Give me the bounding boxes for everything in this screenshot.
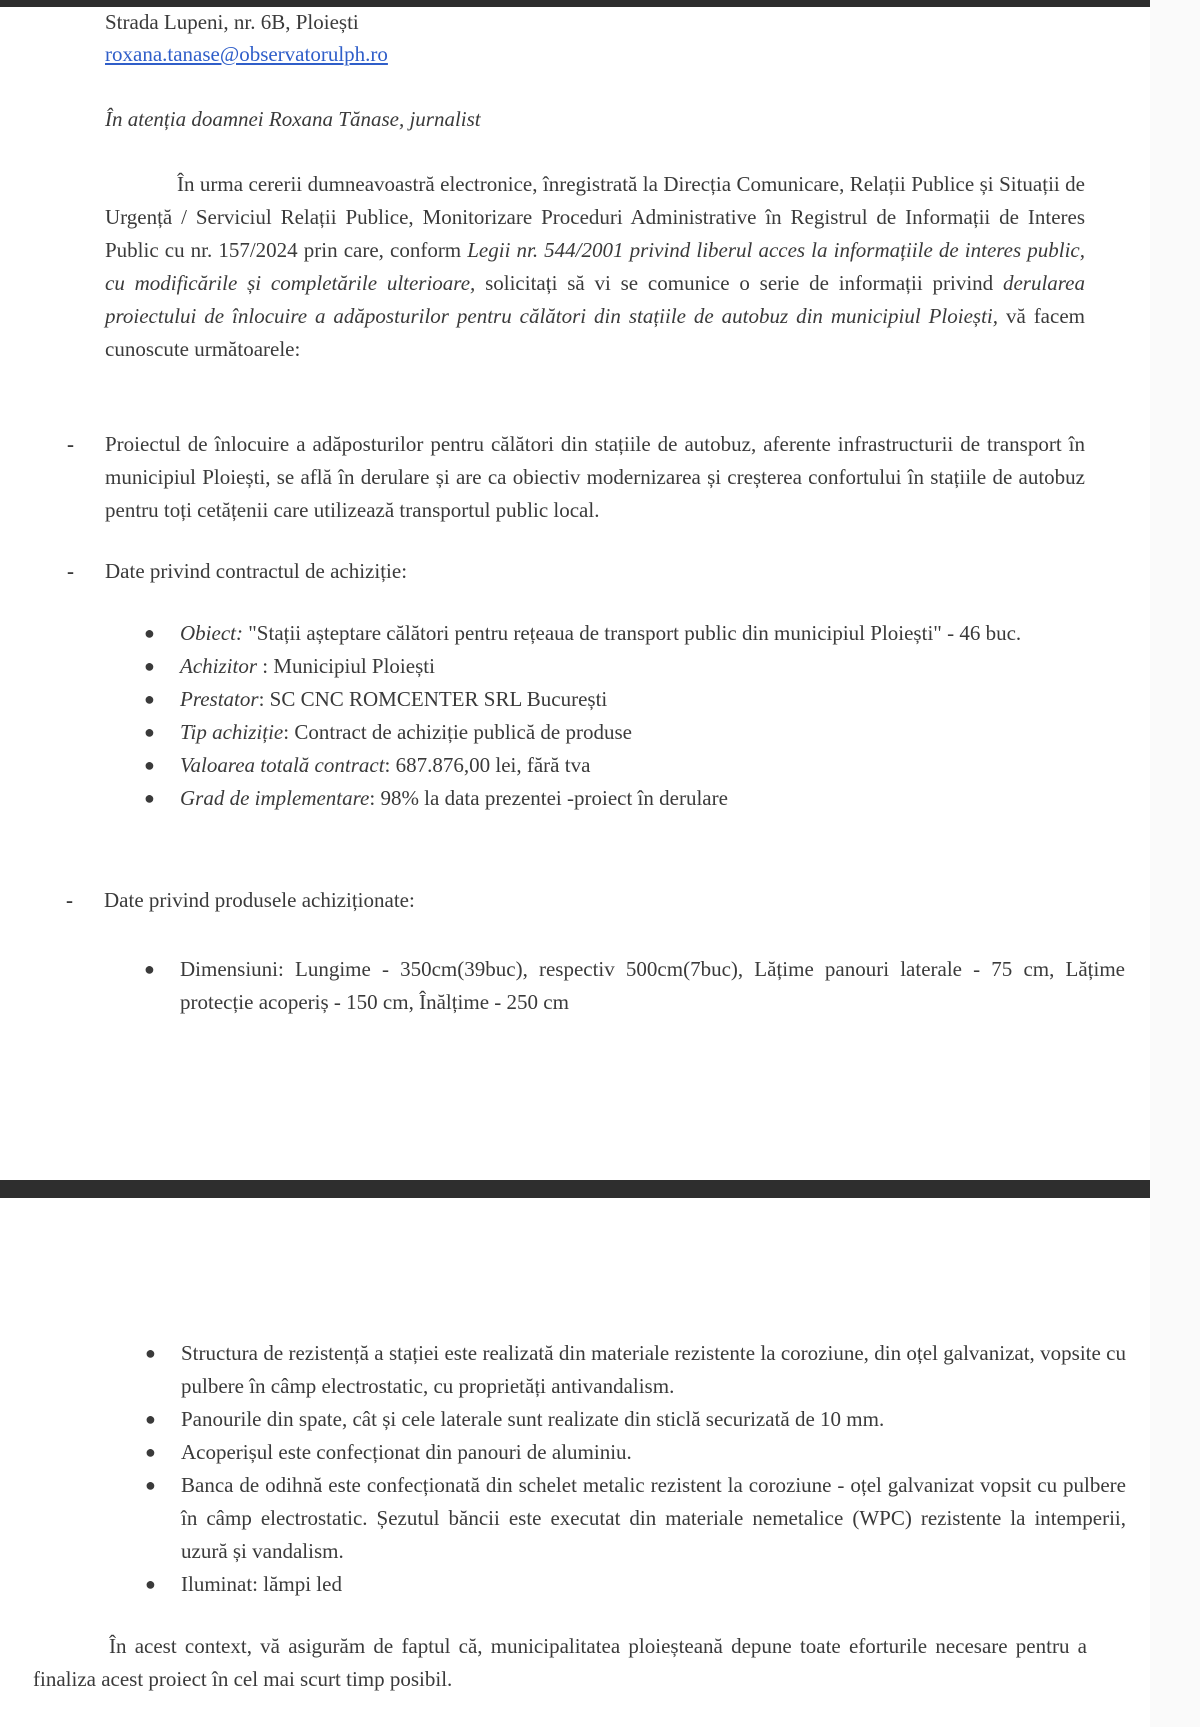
bullet-icon: ●	[145, 1475, 156, 1495]
spec-item	[145, 1568, 1126, 1601]
bullet-icon: ●	[144, 755, 155, 775]
recipient-email-link[interactable]: roxana.tanase@observatorulph.ro	[105, 42, 388, 66]
products-heading-item	[66, 884, 1084, 917]
contract-item-type	[144, 716, 1125, 749]
intro-paragraph	[105, 168, 1085, 366]
bullet-icon: ●	[145, 1442, 156, 1462]
spec-item	[145, 1436, 1126, 1469]
intro-text-1: În urma cererii dumneavoastră electronice, înregistrată la Direcția Comunicare, Relații Publice și Situații de Urgență / Serviciul Relații Publice, Monitorizare Proceduri Administrative în Registrul de Informații de Interes Public cu nr. 157/2024 prin care, conform	[105, 172, 1085, 262]
sender-address: Strada Lupeni, nr. 6B, Ploiești	[105, 10, 359, 34]
bullet-icon: ●	[145, 1343, 156, 1363]
spec-text: Acoperișul este confecționat din panouri de aluminiu.	[181, 1440, 632, 1464]
closing-paragraph: În acest context, vă asigurăm de faptul că, municipalitatea ploieșteană depune toate eforturile necesare pentru a finaliza acest proiect în cel mai scurt timp posibil.	[33, 1634, 1087, 1691]
bullet-icon: ●	[144, 788, 155, 808]
dash-marker: -	[67, 559, 74, 583]
project-status-item	[67, 428, 1085, 527]
bullet-icon: ●	[144, 656, 155, 676]
spec-text: Banca de odihnă este confecționată din schelet metalic rezistent la coroziune - oțel galvanizat vopsit cu pulbere în câmp electrostatic. Șezutul băncii este executat din materiale nemetalice (WPC) rezistente la intemperii, uzură și vandalism.	[181, 1473, 1126, 1563]
dash-marker: -	[66, 888, 73, 912]
dimensions-list	[142, 953, 1125, 1019]
spec-item	[145, 1469, 1126, 1568]
contract-item-value: : 98% la data prezentei -proiect în derulare	[369, 786, 728, 810]
contract-item-label: Achizitor	[180, 654, 257, 678]
contract-item-label: Prestator	[180, 687, 259, 711]
contract-item-value: : 687.876,00 lei, fără tva	[384, 753, 591, 777]
product-specs-list	[143, 1337, 1126, 1601]
spec-item	[145, 1337, 1126, 1403]
contract-item-value: : Contract de achiziție publică de produse	[283, 720, 632, 744]
law-reference: Legii nr. 544/2001 privind liberul acces la informațiile de interes public, cu modificările și completările ulterioare,	[105, 238, 1085, 295]
project-status-text: Proiectul de înlocuire a adăposturilor pentru călători din stațiile de autobuz, aferente infrastructurii de transport în municipiul Ploiești, se află în derulare și are ca obiectiv modernizarea și creșterea confortului în stațiile de autobuz pentru toți cetățenii care utilizează transportul public local.	[105, 432, 1085, 522]
bullet-icon: ●	[144, 722, 155, 742]
contract-item-label: Valoarea totală contract	[180, 753, 385, 777]
intro-text-3: vă facem cunoscute următoarele:	[105, 304, 1085, 361]
bullet-icon: ●	[145, 1409, 156, 1429]
contract-item-value-total	[144, 749, 1125, 782]
contract-heading-item	[67, 555, 1085, 588]
dimensions-item	[144, 953, 1125, 1019]
contract-item-label: Tip achiziție	[180, 720, 284, 744]
request-subject: derularea proiectului de înlocuire a adăposturilor pentru călători din stațiile de autobuz din municipiul Ploiești,	[105, 271, 1085, 328]
dimensions-text: Dimensiuni: Lungime - 350cm(39buc), respectiv 500cm(7buc), Lățime panouri laterale - 75 cm, Lățime protecție acoperiș - 150 cm, Înălțime - 250 cm	[180, 957, 1125, 1014]
contract-heading: Date privind contractul de achiziție:	[105, 559, 408, 583]
attention-line: În atenția doamnei Roxana Tănase, jurnalist	[105, 107, 481, 131]
contract-item-value: "Stații așteptare călători pentru rețeaua de transport public din municipiul Ploiești" - 46 buc.	[242, 621, 1022, 645]
contract-item-label: Obiect:	[180, 621, 243, 645]
spec-item	[145, 1403, 1126, 1436]
dash-marker: -	[67, 432, 74, 456]
contract-item-object	[144, 617, 1125, 650]
contract-item-provider	[144, 683, 1125, 716]
bullet-icon: ●	[144, 623, 155, 643]
contract-item-value: : SC CNC ROMCENTER SRL București	[258, 687, 608, 711]
bullet-icon: ●	[145, 1574, 156, 1594]
spec-text: Structura de rezistență a stației este realizată din materiale rezistente la coroziune, din oțel galvanizat, vopsite cu pulbere în câmp electrostatic, cu proprietăți antivandalism.	[181, 1341, 1126, 1398]
contract-item-value: : Municipiul Ploiești	[257, 654, 435, 678]
scan-edge	[1150, 0, 1200, 1727]
bullet-icon: ●	[144, 959, 155, 979]
contract-item-implementation	[144, 782, 1125, 815]
page-break-divider	[0, 1180, 1150, 1198]
contract-item-buyer	[144, 650, 1125, 683]
products-heading: Date privind produsele achiziționate:	[104, 888, 415, 912]
bullet-icon: ●	[144, 689, 155, 709]
contract-item-label: Grad de implementare	[180, 786, 370, 810]
intro-text-2: solicitați să vi se comunice o serie de informații privind	[475, 271, 1003, 295]
contract-details-list	[142, 617, 1125, 815]
spec-text: Panourile din spate, cât și cele laterale sunt realizate din sticlă securizată de 10 mm.	[181, 1407, 885, 1431]
spec-text: Iluminat: lămpi led	[181, 1572, 342, 1596]
